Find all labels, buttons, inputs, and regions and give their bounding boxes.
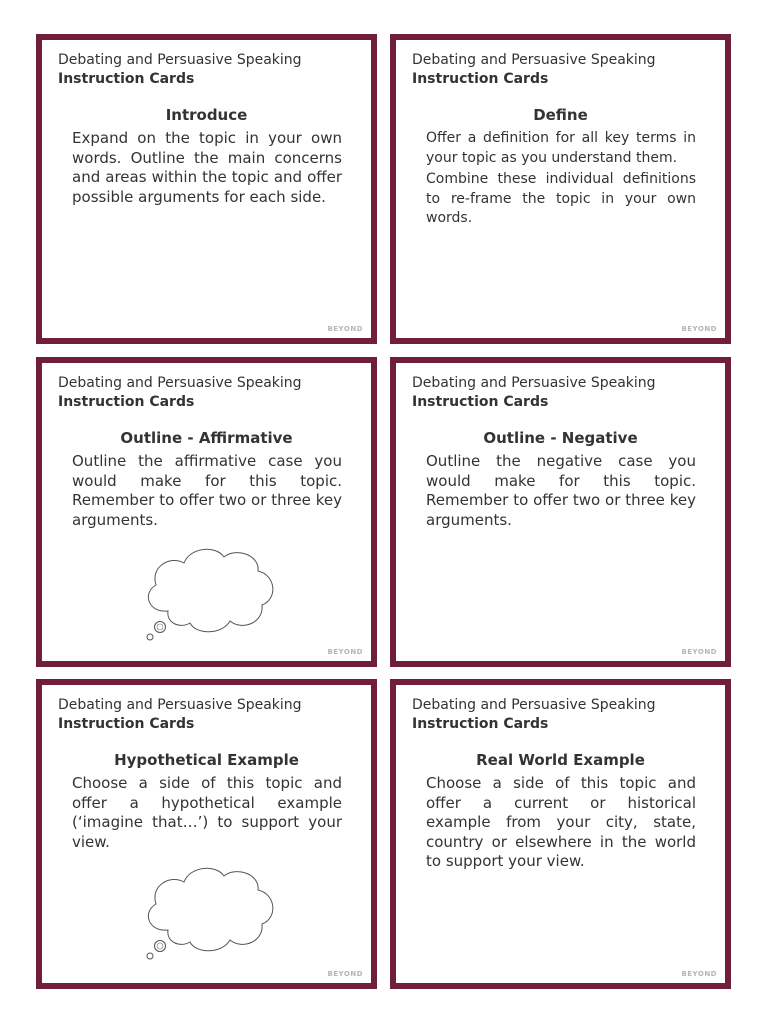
card-body-text: Outline the negative case you would make for this topic. Remember to offer two or three key arguments. [426, 452, 696, 529]
card-real-world-example [390, 679, 731, 989]
card-body-text: Offer a definition for all key terms in your topic as you understand them. [426, 130, 696, 166]
card-outline-negative [390, 357, 731, 667]
brand-logo: BEYOND [327, 648, 363, 656]
card-body-text-2: Combine these individual definitions to re-frame the topic in your own words. [426, 171, 696, 226]
card-kind: Instruction Cards [412, 71, 549, 87]
card-series: Debating and Persuasive Speaking [58, 52, 302, 68]
card-title: Introduce [165, 106, 248, 124]
thought-bubble-icon [138, 541, 278, 641]
card-body [426, 452, 696, 532]
card-define [390, 34, 731, 344]
card-hypothetical-example [36, 679, 377, 989]
card-series: Debating and Persuasive Speaking [412, 375, 656, 391]
card-header [58, 696, 302, 734]
card-title: Real World Example [476, 751, 645, 769]
brand-logo: BEYOND [681, 325, 717, 333]
brand-logo: BEYOND [327, 970, 363, 978]
card-kind: Instruction Cards [58, 71, 195, 87]
card-title: Hypothetical Example [114, 751, 299, 769]
card-body [426, 774, 696, 874]
card-series: Debating and Persuasive Speaking [58, 375, 302, 391]
card-kind: Instruction Cards [58, 716, 195, 732]
card-title: Outline - Negative [483, 429, 638, 447]
card-body-text: Expand on the topic in your own words. Outline the main concerns and areas within the topic and offer possible arguments for each side. [72, 129, 342, 206]
card-body [72, 774, 342, 854]
card-body [426, 129, 696, 231]
card-header [412, 696, 656, 734]
card-kind: Instruction Cards [412, 394, 549, 410]
brand-logo: BEYOND [681, 648, 717, 656]
card-body-text: Outline the affirmative case you would make for this topic. Remember to offer two or three key arguments. [72, 452, 342, 529]
card-kind: Instruction Cards [58, 394, 195, 410]
card-series: Debating and Persuasive Speaking [412, 697, 656, 713]
card-title: Define [533, 106, 588, 124]
card-kind: Instruction Cards [412, 716, 549, 732]
brand-logo: BEYOND [327, 325, 363, 333]
card-header [412, 51, 656, 89]
thought-bubble-icon [138, 860, 278, 960]
card-header [58, 374, 302, 412]
card-title: Outline - Affirmative [120, 429, 293, 447]
card-introduce [36, 34, 377, 344]
card-header [412, 374, 656, 412]
card-body [72, 129, 342, 209]
card-series: Debating and Persuasive Speaking [58, 697, 302, 713]
card-header [58, 51, 302, 89]
brand-logo: BEYOND [681, 970, 717, 978]
card-body-text: Choose a side of this topic and offer a current or historical example from your city, state, country or elsewhere in the world to support your view. [426, 774, 696, 870]
card-series: Debating and Persuasive Speaking [412, 52, 656, 68]
card-body [72, 452, 342, 532]
card-outline-affirmative [36, 357, 377, 667]
card-body-text: Choose a side of this topic and offer a hypothetical example (‘imagine that…’) to support your view. [72, 774, 342, 851]
